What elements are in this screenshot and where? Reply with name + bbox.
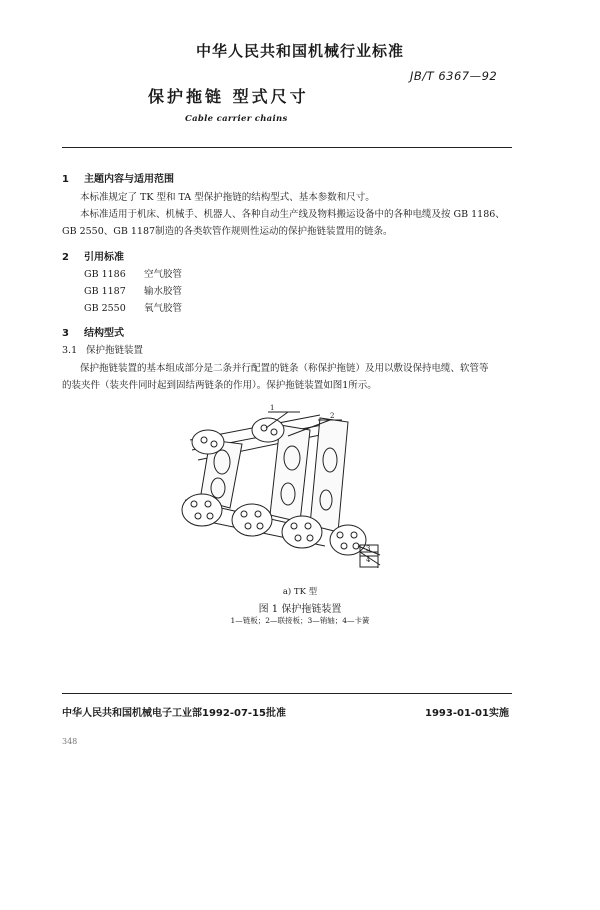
section-3-title: 结构型式 [84,328,124,339]
chain-link-back [252,418,284,442]
chain-link-back [192,430,224,454]
reference-item [84,283,182,297]
section-1-paragraph-2b: GB 2550、GB 1187制造的各类软管作规则性运动的保护拖链装置用的链条。 [62,226,393,237]
chain-link-front [232,504,272,536]
section-3-1-title: 保护拖链装置 [86,345,144,356]
figure-subcaption: a) TK 型 [282,587,318,597]
issuer-approval: 中华人民共和国机械电子工业部1992-07-15批准 [62,708,286,719]
reference-item [84,300,182,314]
page-number: 348 [62,737,78,746]
reference-name: 输水胶管 [144,286,183,297]
reference-item [84,266,182,280]
chain-link-front [330,525,366,555]
reference-code: GB 1186 [84,269,126,280]
document-title: 保护拖链 型式尺寸 [148,87,309,106]
standard-category: 中华人民共和国机械行业标准 [195,42,404,60]
section-1-title: 主题内容与适用范围 [84,174,174,185]
section-2-title: 引用标准 [84,252,124,263]
footer-divider [62,693,512,694]
section-2-number: 2 [62,252,69,263]
chain-link-front [182,494,222,526]
section-3-heading [62,324,124,339]
reference-name: 空气胶管 [144,269,183,280]
section-1-paragraph-2a: 本标准适用于机床、机械手、机器人、各种自动生产线及物料搬运设备中的各种电缆及按 GB 1186、 [80,209,505,220]
section-1-heading [62,170,174,185]
figure-caption: 图 1 保护拖链装置 [258,604,342,615]
section-1-number: 1 [62,174,69,185]
reference-code: GB 1187 [84,286,126,297]
section-3-1-heading [62,343,143,359]
document-title-english: Cable carrier chains [185,114,288,124]
section-3-paragraph-1a: 保护拖链装置的基本组成部分是二条并行配置的链条（称保护拖链）及用以敷设保持电缆、软管等 [80,363,489,374]
callout-label-2: 2 [330,412,335,420]
cable-carrier-chain-drawing [170,400,420,580]
reference-code: GB 2550 [84,303,126,314]
chain-link-front [282,516,322,548]
reference-name: 氧气胶管 [144,303,183,314]
section-1-paragraph-1: 本标准规定了 TK 型和 TA 型保护拖链的结构型式、基本参数和尺寸。 [80,192,375,203]
connecting-plate [310,418,348,532]
standard-number: JB/T 6367—92 [410,69,498,83]
section-3-1-number: 3.1 [62,345,78,356]
section-3-paragraph-1b: 的装夹件（装夹件同时起到固结两链条的作用）。保护拖链装置如图1所示。 [62,380,377,391]
section-3-number: 3 [62,328,69,339]
callout-label-4: 4 [366,556,371,564]
section-2-heading [62,248,124,263]
callout-label-1: 1 [270,404,275,412]
effective-date: 1993-01-01实施 [425,708,509,719]
header-divider [62,147,512,148]
figure-legend: 1—链板；2—联接板；3—销轴；4—卡簧 [230,616,370,625]
callout-label-3: 3 [366,545,371,553]
